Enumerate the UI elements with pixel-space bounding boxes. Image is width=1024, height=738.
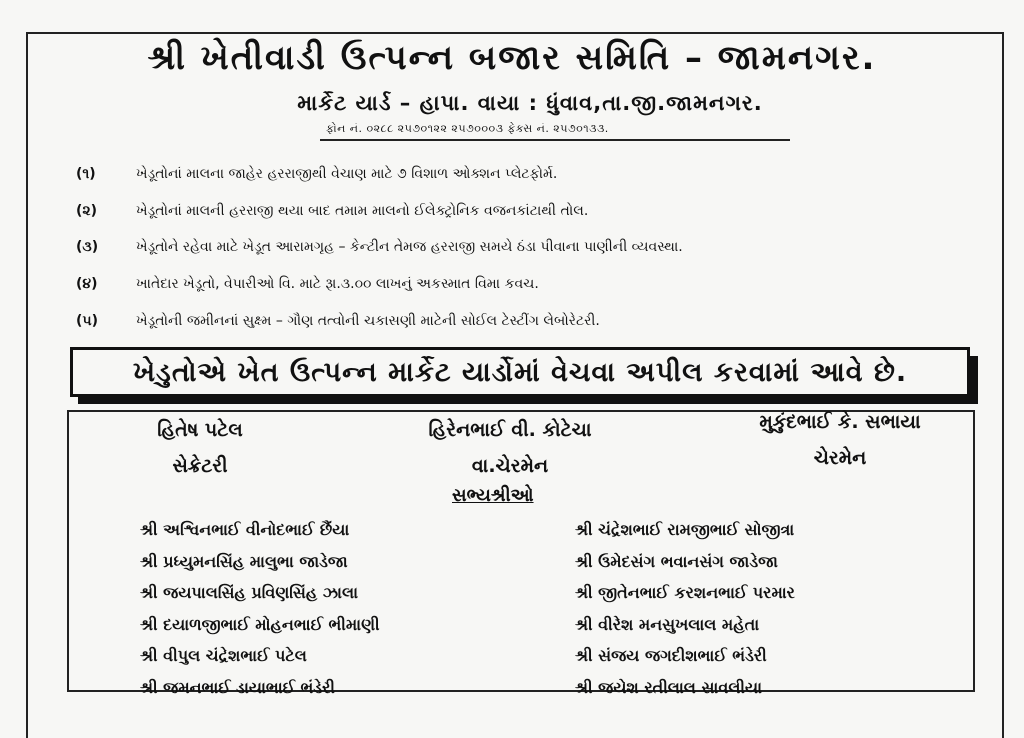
page-title: શ્રી ખેતીવાડી ઉત્પન્ન બજાર સમિતિ – જામનગર.	[147, 38, 877, 78]
officer-role: સેક્રેટરી	[172, 455, 228, 477]
feature-text: ખેડૂતોને રહેવા માટે ખેડૂત આરામગૃહ – કેન્ટીન તેમજ હરરાજી સમયે ઠંડા પીવાના પાણીની વ્યવસ્થા.	[136, 239, 683, 255]
feature-number: (૨)	[76, 203, 98, 219]
member-name: શ્રી દયાળજીભાઈ મોહનભાઈ ભીમાણી	[140, 614, 380, 634]
feature-number: (૧)	[76, 166, 96, 182]
feature-text: ખેડૂતોનાં માલની હરરાજી થયા બાદ તમામ માલનો ઈલેક્ટ્રોનિક વજનકાંટાથી તોલ.	[136, 203, 589, 219]
member-name: શ્રી ચંદ્રેશભાઈ રામજીભાઈ સોજીત્રા	[575, 520, 795, 539]
member-name: શ્રી સંજય જગદીશભાઈ ભંડેરી	[575, 646, 767, 666]
feature-number: (૪)	[76, 276, 98, 292]
appeal-text: ખેડુતોએ ખેત ઉત્પન્ન માર્કેટ યાર્ડોમાં વેચવા અપીલ કરવામાં આવે છે.	[132, 357, 908, 388]
contact-underline	[320, 139, 790, 141]
members-list-left	[140, 514, 380, 704]
appeal-banner	[70, 347, 970, 397]
member-name: શ્રી વીપુલ ચંદ્રેશભાઈ પટેલ	[140, 646, 307, 666]
officer-vice-chairman	[380, 412, 640, 484]
members-heading: સભ્યશ્રીઓ	[452, 485, 534, 506]
officer-role: વા.ચેરમેન	[471, 455, 549, 477]
address-line: માર્કેટ યાર્ડ – હાપા. વાયા : ધુંવાવ,તા.જી.જામનગર.	[297, 91, 763, 115]
officer-chairman	[720, 404, 960, 476]
member-name: શ્રી ઉમેદસંગ ભવાનસંગ જાડેજા	[575, 551, 778, 571]
contact-line: ફોન નં. ૦૨૮૮ ૨૫૭૦૧૨૨ ૨૫૭૦૦૦૩ ફેક્સ નં. ૨૫૭૦૧૩૩.	[326, 122, 609, 135]
feature-number: (૫)	[76, 313, 98, 329]
feature-item	[76, 199, 588, 223]
officer-secretary	[100, 412, 300, 484]
feature-item	[76, 272, 539, 296]
member-name: શ્રી જયેશ રતીલાલ સાવલીયા	[575, 677, 763, 697]
officer-name: હિરેનભાઈ વી. કોટેચા	[428, 419, 592, 441]
feature-number: (૩)	[76, 239, 99, 255]
members-list-right	[575, 514, 795, 704]
member-name: શ્રી જયપાલસિંહ પ્રવિણસિંહ ઝાલા	[140, 583, 358, 603]
feature-item	[76, 235, 683, 259]
feature-text: ખાતેદાર ખેડૂતો, વેપારીઓ વિ. માટે રૂા.૩.૦૦ લાખનું અકસ્માત વિમા કવચ.	[136, 276, 539, 292]
officer-name: મુકુંદભાઈ કે. સભાયા	[759, 411, 921, 433]
officer-name: હિતેષ પટેલ	[157, 419, 243, 441]
feature-item	[76, 162, 557, 186]
member-name: શ્રી અશ્વિનભાઈ વીનોદભાઈ છૈંયા	[140, 520, 350, 539]
member-name: શ્રી પ્રધ્યુમનસિંહ માલુભા જાડેજા	[140, 551, 348, 571]
member-name: શ્રી જીતેનભાઈ કરશનભાઈ પરમાર	[575, 583, 795, 603]
member-name: શ્રી જમનભાઈ ડાયાભાઈ ભંડેરી	[140, 677, 335, 697]
member-name: શ્રી વીરેશ મનસુખલાલ મહેતા	[575, 614, 760, 634]
feature-text: ખેડૂતોનાં માલના જાહેર હરરાજીથી વેચાણ માટે ૭ વિશાળ ઓક્શન પ્લેટફોર્મ.	[136, 166, 558, 182]
feature-item	[76, 309, 600, 333]
officer-role: ચેરમેન	[813, 447, 867, 469]
feature-text: ખેડૂતોની જમીનનાં સુક્ષ્મ – ગૌણ તત્વોની ચકાસણી માટેની સોઈલ ટેસ્ટીંગ લેબોરેટરી.	[136, 313, 600, 329]
